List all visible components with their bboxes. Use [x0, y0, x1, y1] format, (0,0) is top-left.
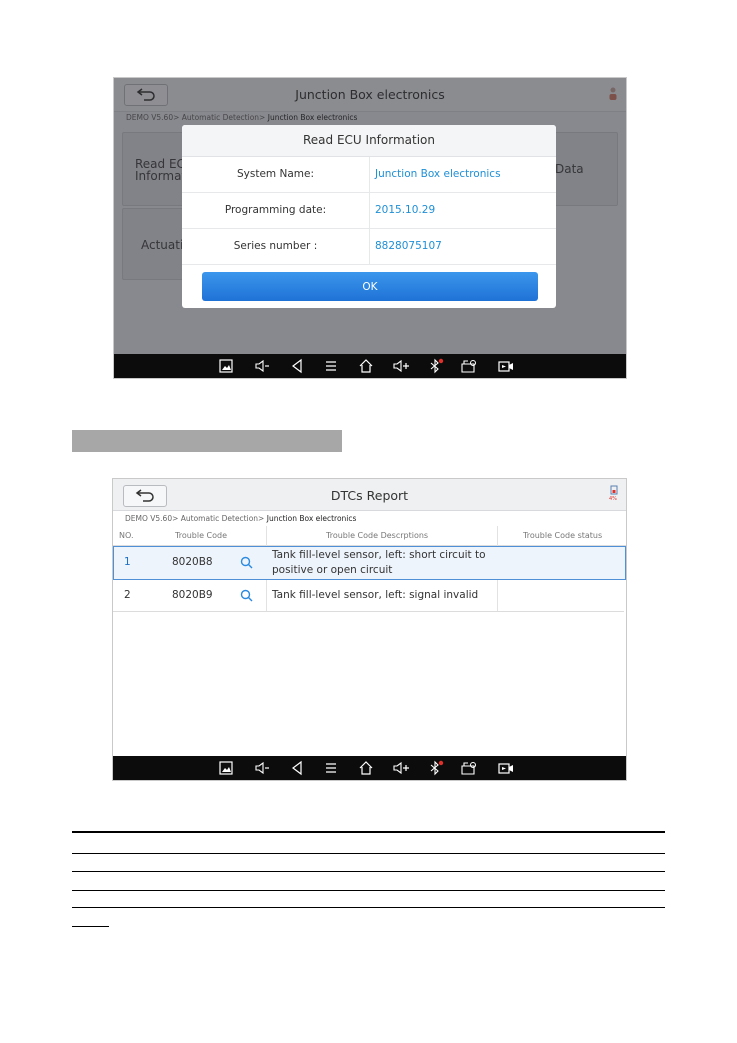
programming-date-value: 2015.10.29 [375, 204, 436, 216]
column-header-description: Trouble Code Descrptions [326, 531, 429, 540]
back-icon[interactable] [290, 358, 304, 374]
trouble-code: 8020B8 [172, 556, 213, 568]
series-number-label: Series number : [182, 229, 370, 264]
programming-date-label: Programming date: [182, 193, 370, 228]
battery-level-text: 4% [609, 496, 617, 502]
trouble-code-description: Tank fill-level sensor, left: signal invalid [272, 589, 479, 601]
app-header [113, 479, 626, 511]
dtc-report-screenshot [112, 478, 627, 781]
row-number: 1 [124, 556, 131, 568]
series-number-value: 8828075107 [375, 240, 442, 252]
dialog-row [182, 229, 556, 265]
breadcrumb [125, 514, 356, 523]
trouble-code-description: Tank fill-level sensor, left: short circuit to positive or open circuit [272, 549, 486, 576]
screenshot-icon[interactable] [219, 760, 233, 776]
ecu-info-screenshot [113, 77, 627, 379]
screen-record-icon[interactable] [498, 760, 514, 776]
volume-up-icon[interactable] [392, 760, 410, 776]
battery-icon [610, 485, 618, 495]
bluetooth-icon[interactable] [428, 760, 444, 776]
search-icon[interactable] [240, 556, 253, 569]
home-icon[interactable] [358, 358, 374, 374]
volume-down-icon[interactable] [254, 358, 270, 374]
trouble-code: 8020B9 [172, 589, 213, 601]
table-rule-line [72, 831, 665, 833]
table-rule-line [72, 853, 665, 854]
table-rule-line [72, 871, 665, 872]
home-icon[interactable] [358, 760, 374, 776]
screenshot-icon[interactable] [219, 358, 233, 374]
column-header-no: NO. [119, 531, 134, 540]
menu-icon[interactable] [324, 760, 338, 776]
android-navbar [113, 756, 626, 780]
table-rule-line [72, 890, 665, 891]
vci-icon[interactable] [460, 760, 478, 776]
breadcrumb-path: DEMO V5.60> Automatic Detection> [125, 514, 267, 523]
breadcrumb-current: Junction Box electronics [266, 514, 357, 523]
table-rule-line [72, 907, 665, 908]
volume-up-icon[interactable] [392, 358, 410, 374]
bluetooth-icon[interactable] [428, 358, 444, 374]
dialog-row [182, 193, 556, 229]
column-header-status: Trouble Code status [523, 531, 603, 540]
system-name-value: Junction Box electronics [375, 168, 501, 180]
section-heading-bar [72, 430, 342, 452]
back-icon[interactable] [290, 760, 304, 776]
read-ecu-dialog [182, 125, 556, 308]
column-header-trouble-code: Trouble Code [175, 531, 228, 540]
table-row[interactable] [113, 580, 624, 612]
ok-button[interactable]: OK [202, 272, 538, 301]
vci-icon[interactable] [460, 358, 478, 374]
page-title: DTCs Report [330, 488, 409, 503]
dialog-title: Read ECU Information [182, 125, 556, 157]
row-number: 2 [124, 589, 131, 601]
search-icon[interactable] [240, 589, 253, 602]
android-navbar [114, 354, 626, 378]
menu-icon[interactable] [324, 358, 338, 374]
volume-down-icon[interactable] [254, 760, 270, 776]
table-header [113, 526, 626, 546]
screen-record-icon[interactable] [498, 358, 514, 374]
short-underline [72, 926, 109, 927]
system-name-label: System Name: [182, 157, 370, 192]
dialog-row [182, 157, 556, 193]
table-row[interactable] [113, 546, 626, 580]
